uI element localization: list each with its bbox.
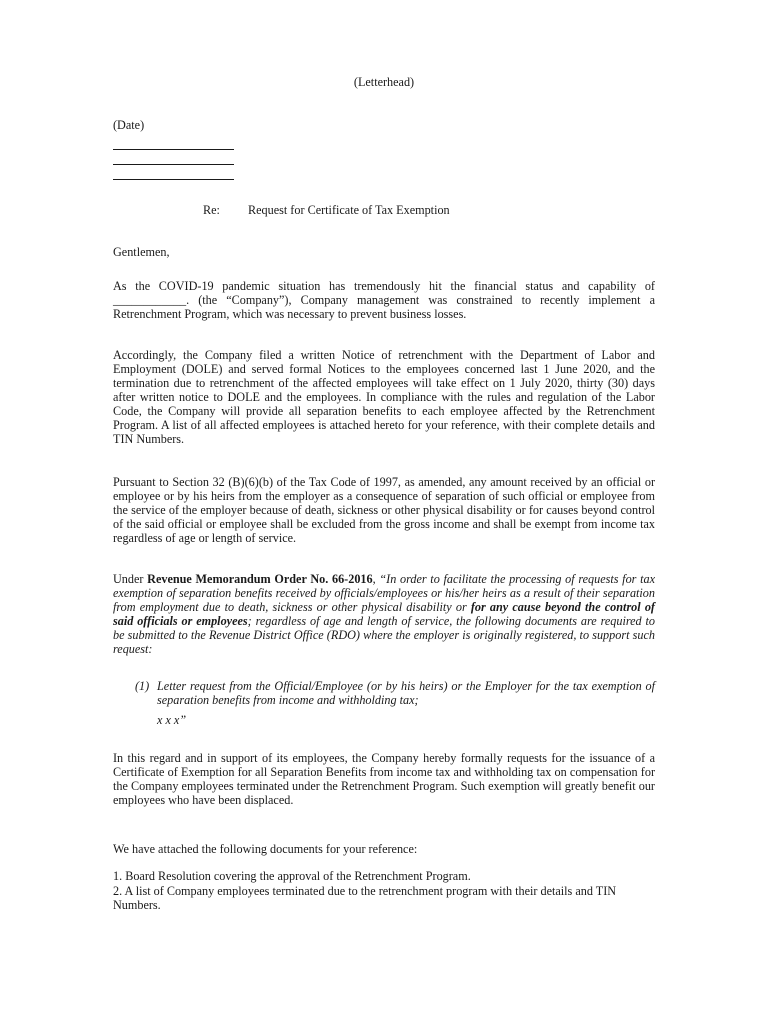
address-blank-line-1: [113, 149, 234, 150]
rmo-quote-part-2: ; regardless of age and length of service, the following documents are required to be submitted to the Revenue District Office (RDO) where the employer is originally registered, to support such request:: [113, 614, 655, 656]
rmo-title: Revenue Memorandum Order No. 66-2016: [147, 572, 373, 586]
paragraph-rmo: [113, 572, 655, 656]
re-line: [203, 203, 450, 218]
letterhead-placeholder: (Letterhead): [353, 75, 415, 89]
attachment-item-2: 2. A list of Company employees terminated due to the retrenchment program with their details and TIN Numbers.: [113, 884, 617, 912]
quote-ellipsis: x x x”: [157, 713, 187, 727]
re-subject: Request for Certificate of Tax Exemption: [248, 203, 450, 217]
date-placeholder: (Date): [113, 118, 145, 132]
attachment-item-1: 1. Board Resolution covering the approval of the Retrenchment Program.: [113, 869, 471, 883]
paragraph-covid: As the COVID-19 pandemic situation has tremendously hit the financial status and capability of ____________. (the “Company”), Company management was constrained to recently implement a Retrenchment Program, which was necessary to prevent business losses.: [113, 279, 655, 321]
attachments-intro: We have attached the following documents for your reference:: [113, 842, 418, 856]
paragraph-notice: Accordingly, the Company filed a written Notice of retrenchment with the Department of Labor and Employment (DOLE) and served formal Notices to the employees concerned last 1 June 2020, and the termination due to retrenchment of the affected employees will take effect on 1 July 2020, thirty (30) days after written notice to DOLE and the employees. In compliance with the rules and regulation of the Labor Code, the Company will provide all separation benefits to each employee affected by the Retrenchment Program. A list of all affected employees is attached hereto for your reference, with their complete details and TIN Numbers.: [113, 348, 655, 446]
item-text: Letter request from the Official/Employee (or by his heirs) or the Employer for the tax exemption of separation benefits from income and withholding tax;: [157, 679, 655, 707]
re-label: Re:: [203, 203, 220, 217]
paragraph-request: In this regard and in support of its employees, the Company hereby formally requests for the issuance of a Certificate of Exemption for all Separation Benefits from income tax and withholding tax on compensation for the Company employees terminated under the Retrenchment Program. Such exemption will greatly benefit our employees who have been displaced.: [113, 751, 655, 807]
address-blank-line-2: [113, 164, 234, 165]
required-document-item-1: [135, 679, 655, 707]
salutation: Gentlemen,: [113, 245, 170, 259]
item-number: (1): [135, 679, 150, 693]
rmo-comma: ,: [372, 572, 380, 586]
rmo-under: Under: [113, 572, 148, 586]
paragraph-tax-code: Pursuant to Section 32 (B)(6)(b) of the Tax Code of 1997, as amended, any amount received by an official or employee or by his heirs from the employer as a consequence of separation of such official or employee from the service of the employer because of death, sickness or other physical disability or for causes beyond control of the said official or employee shall be excluded from the gross income and shall be exempt from income tax regardless of age or length of service.: [113, 475, 655, 545]
address-blank-line-3: [113, 179, 234, 180]
rmo-quote-emphasis: for any cause beyond the control of said officials or employees: [113, 600, 655, 628]
rmo-quote-part-1: “In order to facilitate the processing of requests for tax exemption of separation benefits received by officials/employees or his/her heirs as a result of their separation from employment due to death, sickness or other physical disability or: [113, 572, 655, 614]
